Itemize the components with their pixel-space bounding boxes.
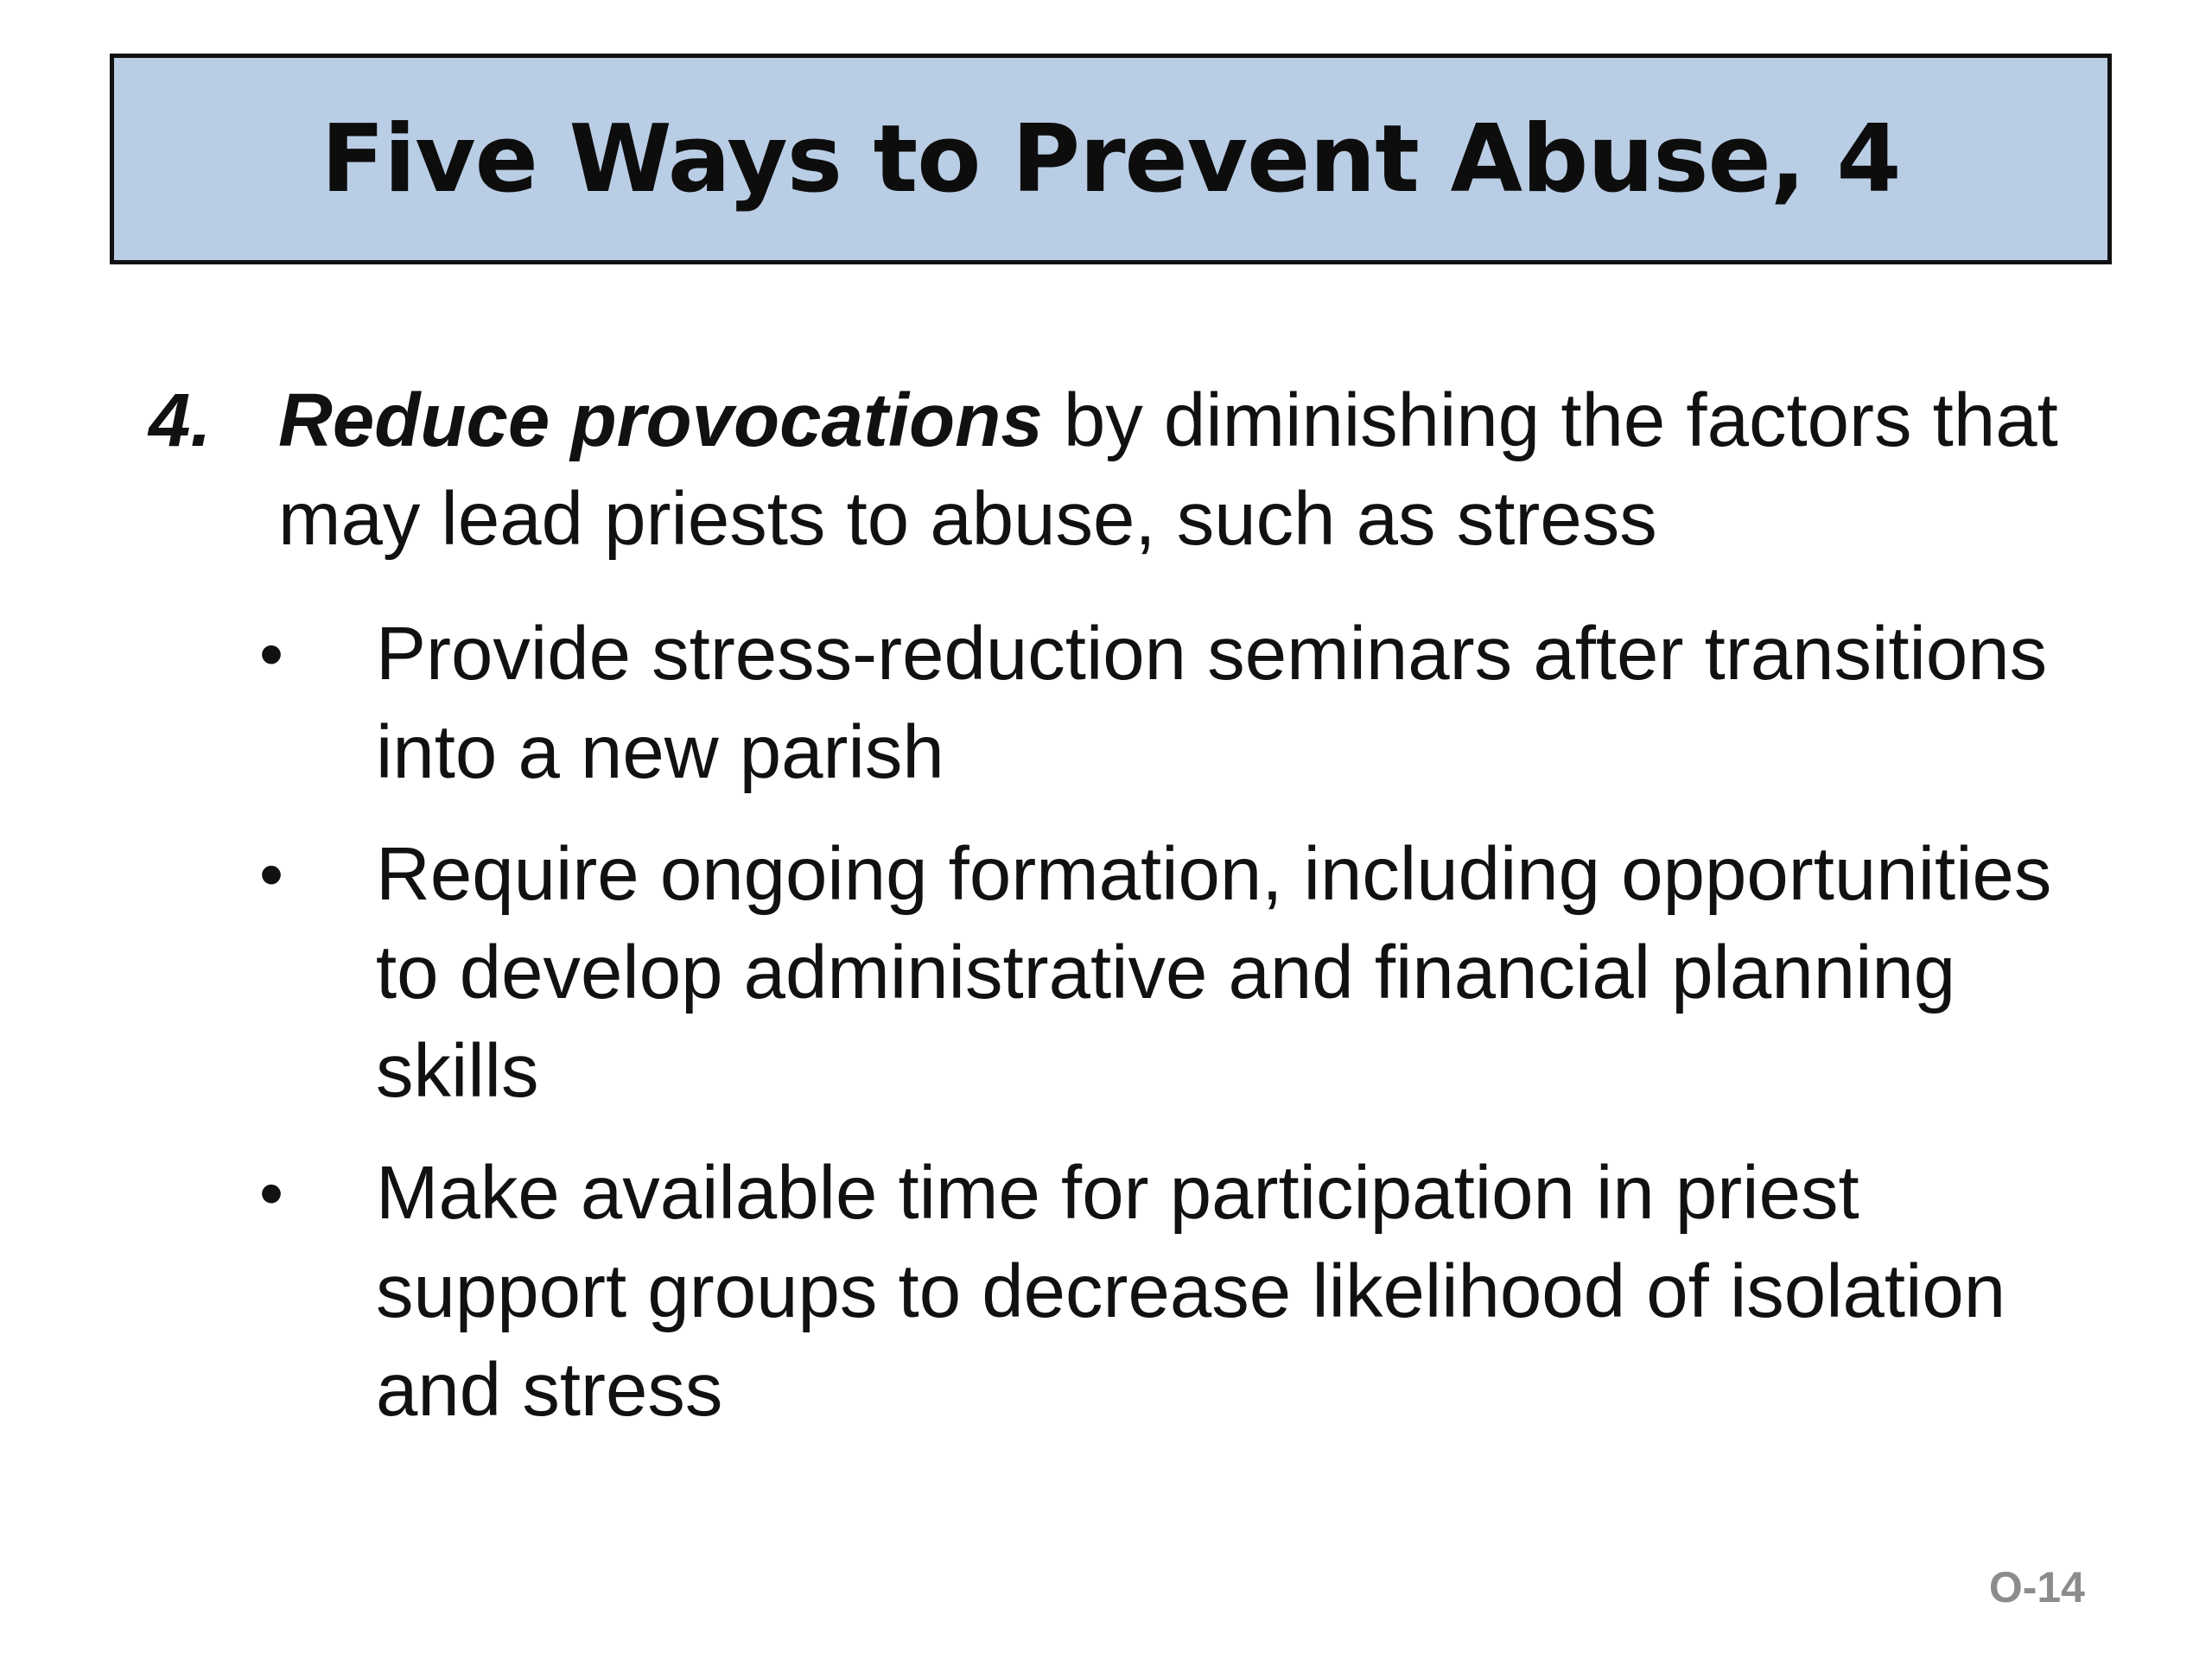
- bullet-text: Provide stress-reduction seminars after transitions into a new parish: [376, 612, 2048, 794]
- item-body: [278, 372, 2205, 569]
- slide-title: Five Ways to Prevent Abuse, 4: [321, 105, 1901, 213]
- bullet-text: Require ongoing formation, including opportunities to develop administrative and financial planning skills: [376, 832, 2052, 1113]
- item-text: by diminishing the factors that may lead priests to abuse, such as stress: [278, 378, 2058, 561]
- bullet-item: [259, 825, 2074, 1121]
- item-lead-text: Reduce provocations: [278, 378, 1043, 462]
- item-number: 4.: [149, 378, 212, 462]
- bullet-item: [259, 1144, 2074, 1440]
- bullet-text: Make available time for participation in priest support groups to decrease likelihood of isolation and stress: [376, 1151, 2006, 1432]
- bullet-item: [259, 605, 2074, 802]
- bullet-icon: •: [259, 836, 284, 912]
- bullet-icon: •: [259, 1154, 284, 1231]
- bullet-icon: •: [259, 615, 284, 692]
- bullet-list: [259, 605, 2074, 1463]
- page-number: O-14: [1988, 1563, 2085, 1611]
